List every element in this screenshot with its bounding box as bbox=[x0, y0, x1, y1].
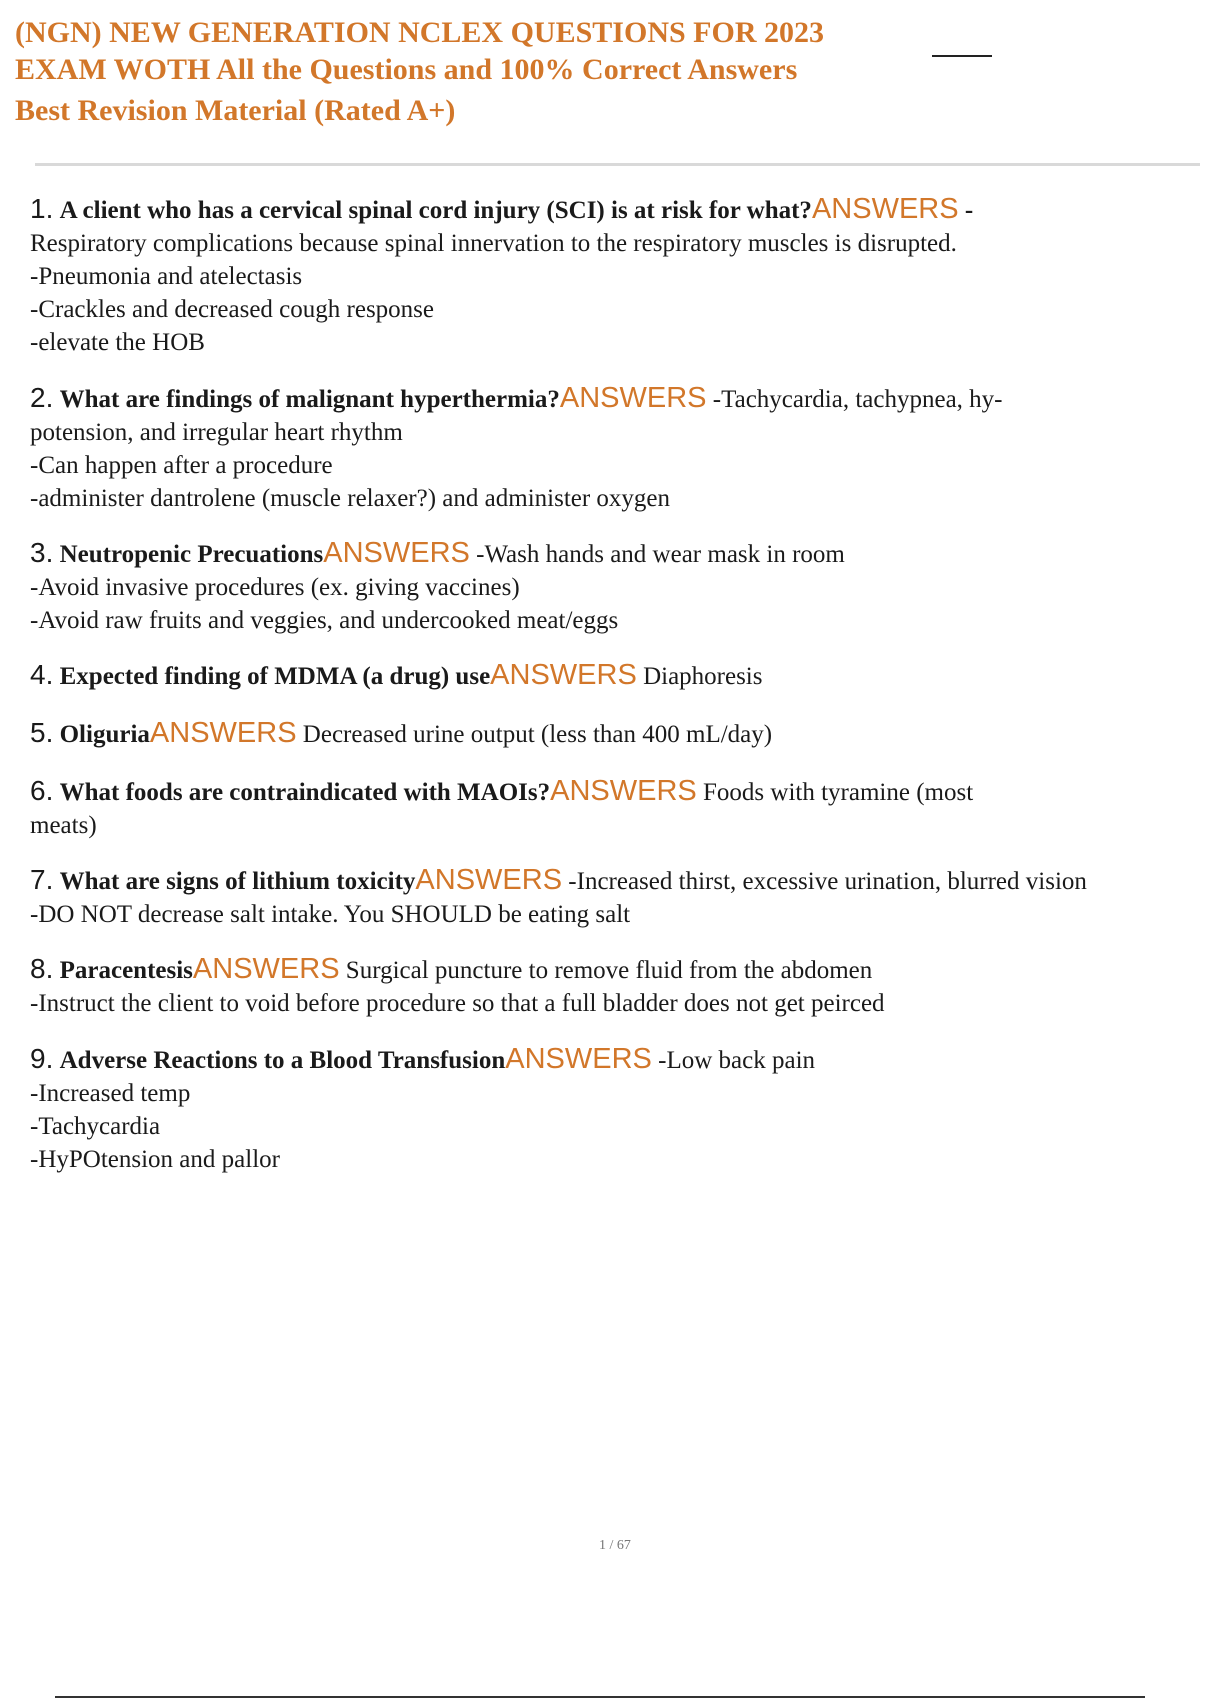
question-7 bbox=[30, 863, 1190, 898]
question-number: 4. bbox=[30, 659, 54, 690]
answer-text: Decreased urine output (less than 400 mL/day) bbox=[296, 721, 773, 748]
header-divider bbox=[35, 163, 1200, 166]
question-text: Adverse Reactions to a Blood Transfusion bbox=[59, 1047, 506, 1074]
detail-line: -Instruct the client to void before procedure so that a full bladder does not get peirced bbox=[30, 990, 885, 1017]
answer-text: Surgical puncture to remove fluid from the abdomen bbox=[339, 957, 873, 984]
detail-line: -Tachycardia bbox=[30, 1113, 161, 1140]
answer-text: Foods with tyramine (most bbox=[696, 779, 974, 806]
detail-line: -Avoid invasive procedures (ex. giving vaccines) bbox=[30, 574, 520, 601]
answer-text: Diaphoresis bbox=[636, 663, 763, 690]
question-4 bbox=[30, 658, 1190, 693]
question-text: A client who has a cervical spinal cord injury (SCI) is at risk for what? bbox=[59, 197, 812, 224]
answers-label: ANSWERS bbox=[323, 537, 470, 569]
question-number: 6. bbox=[30, 775, 54, 806]
question-number: 3. bbox=[30, 537, 54, 568]
document-title bbox=[15, 14, 915, 88]
question-text: Neutropenic Precuations bbox=[59, 541, 324, 568]
question-number: 8. bbox=[30, 953, 54, 984]
detail-line: -Pneumonia and atelectasis bbox=[30, 263, 303, 290]
answers-label: ANSWERS bbox=[505, 1043, 652, 1075]
answers-label: ANSWERS bbox=[811, 193, 959, 225]
question-text: Paracentesis bbox=[59, 957, 193, 984]
answer-text: -Low back pain bbox=[651, 1047, 816, 1074]
question-number: 1. bbox=[30, 193, 54, 224]
question-text: What are signs of lithium toxicity bbox=[59, 868, 416, 895]
question-5 bbox=[30, 716, 1190, 751]
title-line-3-clipped: Best Revision Material (Rated A+) bbox=[15, 94, 456, 127]
question-1 bbox=[30, 192, 1190, 260]
detail-line: -DO NOT decrease salt intake. You SHOULD be eating salt bbox=[30, 901, 631, 928]
question-text: What foods are contraindicated with MAOIs? bbox=[59, 779, 551, 806]
question-text: Expected finding of MDMA (a drug) use bbox=[59, 663, 491, 690]
answer-continuation: potension, and irregular heart rhythm bbox=[30, 419, 403, 446]
question-8 bbox=[30, 952, 1190, 987]
answer-text: -Increased thirst, excessive urination, blurred vision bbox=[562, 868, 1087, 895]
question-3 bbox=[30, 536, 1190, 571]
question-text: Oliguria bbox=[59, 721, 150, 748]
question-2 bbox=[30, 381, 1190, 449]
detail-line: -administer dantrolene (muscle relaxer?) and administer oxygen bbox=[30, 485, 671, 512]
title-line-1: (NGN) NEW GENERATION NCLEX QUESTIONS FOR 2023 bbox=[15, 16, 824, 49]
answers-label: ANSWERS bbox=[192, 953, 340, 985]
question-number: 5. bbox=[30, 717, 54, 748]
detail-line: -Increased temp bbox=[30, 1080, 191, 1107]
page-number: 1 / 67 bbox=[599, 1538, 631, 1553]
title-dash bbox=[932, 55, 992, 57]
question-number: 9. bbox=[30, 1043, 54, 1074]
answer-text: - bbox=[958, 197, 974, 224]
answer-continuation: meats) bbox=[30, 812, 97, 839]
answers-label: ANSWERS bbox=[490, 659, 637, 691]
detail-line: -Can happen after a procedure bbox=[30, 452, 333, 479]
answer-continuation: Respiratory complications because spinal innervation to the respiratory muscles is disrupted. bbox=[30, 230, 957, 257]
question-number: 7. bbox=[30, 864, 54, 895]
answers-label: ANSWERS bbox=[559, 382, 707, 414]
detail-line: -Crackles and decreased cough response bbox=[30, 296, 434, 323]
question-9 bbox=[30, 1042, 1190, 1077]
answers-label: ANSWERS bbox=[149, 717, 297, 749]
detail-line: -elevate the HOB bbox=[30, 329, 205, 356]
answers-label: ANSWERS bbox=[415, 864, 563, 896]
detail-line: -HyPOtension and pallor bbox=[30, 1146, 280, 1173]
question-text: What are findings of malignant hyperthermia? bbox=[59, 386, 560, 413]
answer-text: -Tachycardia, tachypnea, hy- bbox=[706, 386, 1003, 413]
qa-list bbox=[30, 192, 1190, 1176]
answers-label: ANSWERS bbox=[550, 775, 697, 807]
title-line-2: EXAM WOTH All the Questions and 100% Correct Answers bbox=[15, 53, 798, 86]
question-6 bbox=[30, 774, 1190, 842]
question-number: 2. bbox=[30, 382, 54, 413]
footer-divider bbox=[55, 1696, 1145, 1698]
answer-text: -Wash hands and wear mask in room bbox=[469, 541, 845, 568]
detail-line: -Avoid raw fruits and veggies, and undercooked meat/eggs bbox=[30, 607, 619, 634]
